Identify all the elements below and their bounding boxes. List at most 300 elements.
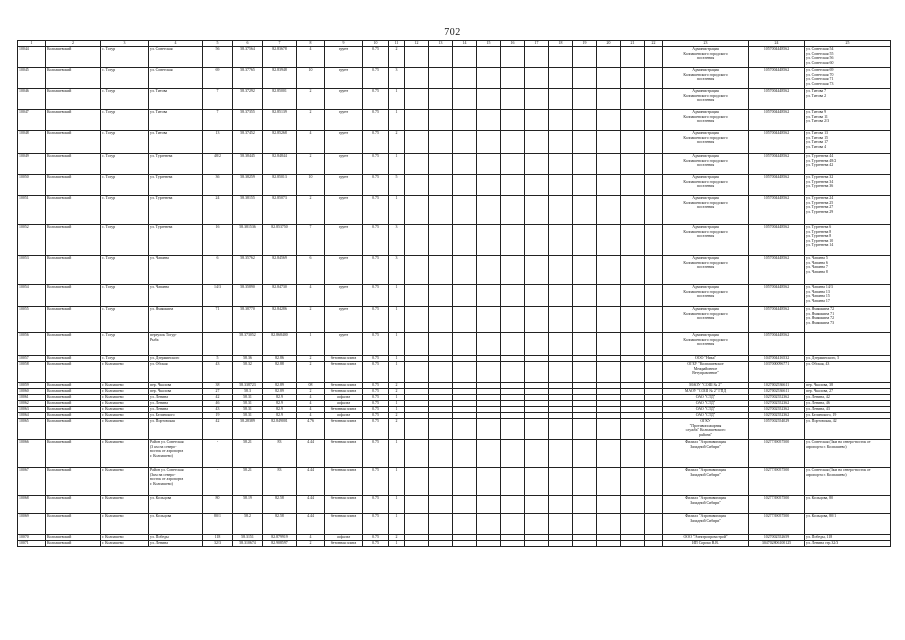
table-cell: бетонная плита <box>325 440 363 468</box>
table-cell <box>549 333 573 356</box>
table-cell: 10054 <box>18 285 46 307</box>
table-row <box>18 175 891 196</box>
table-cell <box>477 110 501 131</box>
table-cell: бетонная плита <box>325 383 363 389</box>
table-cell: ул. Титова 9 ул. Титова 11 ул. Титова 2/3 <box>805 110 891 131</box>
table-cell: Администрация Колпашевского городского поселения <box>663 285 749 307</box>
table-cell: 1027739057500 <box>749 468 805 496</box>
table-cell <box>429 68 453 89</box>
table-cell: Колпашевский <box>46 383 101 389</box>
table-cell: 32/3 <box>203 541 233 547</box>
table-cell <box>645 496 663 514</box>
table-cell: 82.85073 <box>263 196 297 225</box>
table-cell: 1 <box>389 401 405 407</box>
table-cell: Колпашевский <box>46 89 101 110</box>
table-cell: 0.75 <box>363 225 389 256</box>
table-cell: Колпашевский <box>46 131 101 154</box>
table-cell <box>429 89 453 110</box>
table-cell: 1027739057500 <box>749 514 805 535</box>
table-cell: Администрация Колпашевского городского поселения <box>663 333 749 356</box>
table-cell: 0.75 <box>363 535 389 541</box>
table-cell <box>501 110 525 131</box>
table-cell: грунт <box>325 285 363 307</box>
table-cell: 58.21 <box>233 440 263 468</box>
table-cell <box>453 307 477 333</box>
table-cell: г. Колпашево <box>101 407 149 413</box>
table-cell: 58.3 <box>233 389 263 395</box>
table-cell: ИП Сороко В.В. <box>663 541 749 547</box>
table-cell: 2 <box>389 389 405 395</box>
table-cell: 82.9 <box>263 395 297 401</box>
table-cell <box>477 496 501 514</box>
table-cell <box>405 175 429 196</box>
table-cell <box>405 333 429 356</box>
table-cell: 6 <box>203 256 233 285</box>
table-cell <box>597 110 621 131</box>
table-cell: 58.28389 <box>233 419 263 440</box>
table-cell <box>549 496 573 514</box>
table-cell: ул. Чапаева 5 ул. Чапаева 6 ул. Чапаева 7 ул. Чапаева 8 <box>805 256 891 285</box>
table-cell: Филиал "Аэронавигация Западной Сибири" <box>663 468 749 496</box>
table-cell: 10045 <box>18 68 46 89</box>
table-row <box>18 362 891 383</box>
table-cell <box>453 196 477 225</box>
table-cell <box>597 68 621 89</box>
table-cell <box>501 256 525 285</box>
table-cell: 1027002536611 <box>749 389 805 395</box>
table-cell: ул. Кольцова <box>149 496 203 514</box>
table-cell: Администрация Колпашевского городского поселения <box>663 175 749 196</box>
table-cell: 38 <box>203 383 233 389</box>
table-cell: 1047004416532 <box>749 356 805 362</box>
table-cell <box>621 419 645 440</box>
table-cell <box>501 514 525 535</box>
table-cell <box>645 468 663 496</box>
table-cell: ул. Ленина, 46 <box>805 401 891 407</box>
table-cell: ул. Советская <box>149 68 203 89</box>
table-cell <box>621 285 645 307</box>
table-cell: 56 <box>203 47 233 68</box>
table-cell <box>573 131 597 154</box>
table-cell: г. Колпашево <box>101 440 149 468</box>
table-cell <box>597 175 621 196</box>
table-cell: ул. Ленина <box>149 401 203 407</box>
table-cell <box>597 307 621 333</box>
table-cell <box>573 68 597 89</box>
table-cell <box>597 47 621 68</box>
table-cell: Администрация Колпашевского городского поселения <box>663 110 749 131</box>
table-cell: 1 <box>389 362 405 383</box>
table-cell <box>549 68 573 89</box>
table-cell: 1027739057500 <box>749 496 805 514</box>
table-cell: Колпашевский <box>46 225 101 256</box>
table-cell <box>453 110 477 131</box>
table-cell <box>525 362 549 383</box>
table-cell: 82.85268 <box>263 131 297 154</box>
table-cell: 1057004448562 <box>749 196 805 225</box>
table-cell <box>525 47 549 68</box>
table-cell <box>501 68 525 89</box>
table-cell <box>645 333 663 356</box>
table-cell: 10071 <box>18 541 46 547</box>
table-cell <box>525 175 549 196</box>
table-cell: 4 <box>297 401 325 407</box>
table-cell: ул. Тургенева <box>149 175 203 196</box>
table-cell: 43 <box>203 362 233 383</box>
table-cell: 83 <box>263 468 297 496</box>
table-cell <box>501 225 525 256</box>
table-cell: ул. Обская, 43 <box>805 362 891 383</box>
table-cell: с. Тогур <box>101 68 149 89</box>
table-cell <box>597 440 621 468</box>
table-cell: 58.21 <box>233 468 263 496</box>
table-cell: г. Колпашево <box>101 541 149 547</box>
table-cell: Администрация Колпашевского городского поселения <box>663 225 749 256</box>
table-cell: ул. Чапаева <box>149 285 203 307</box>
table-cell <box>477 285 501 307</box>
table-cell: бетонная плита <box>325 514 363 535</box>
table-cell <box>477 68 501 89</box>
table-cell <box>429 307 453 333</box>
table-cell: г. Колпашево <box>101 535 149 541</box>
table-cell <box>501 154 525 175</box>
table-cell: 82.83678 <box>263 47 297 68</box>
table-cell: 1 <box>389 333 405 356</box>
column-number: 3 <box>101 41 149 47</box>
table-cell: асфальт <box>325 395 363 401</box>
table-cell: бетонная плита <box>325 362 363 383</box>
table-cell: ул. Тургенева 44 ул. Тургенева 48/2 ул. Тургенева 42 <box>805 154 891 175</box>
table-cell <box>501 131 525 154</box>
table-cell <box>429 225 453 256</box>
table-cell: 82.89 <box>263 389 297 395</box>
column-number: 5 <box>203 41 233 47</box>
table-cell: 16 <box>203 225 233 256</box>
column-number: 14 <box>453 41 477 47</box>
table-cell: 82.83948 <box>263 68 297 89</box>
table-cell <box>405 496 429 514</box>
table-cell: ул. Обская <box>149 362 203 383</box>
table-cell: грунт <box>325 333 363 356</box>
table-cell <box>477 225 501 256</box>
table-cell <box>453 541 477 547</box>
table-cell: 58.38445 <box>233 154 263 175</box>
table-cell: 10060 <box>18 389 46 395</box>
table-cell: г. Колпашево <box>101 468 149 496</box>
table-cell: 82.9 <box>263 407 297 413</box>
table-cell: Колпашевский <box>46 401 101 407</box>
table-cell: 1 <box>389 285 405 307</box>
table-cell <box>621 307 645 333</box>
column-number: 15 <box>477 41 501 47</box>
table-cell: 2 <box>297 356 325 362</box>
table-cell <box>525 541 549 547</box>
table-cell: с. Тогур <box>101 307 149 333</box>
table-cell <box>597 468 621 496</box>
table-cell: 58.310674 <box>233 541 263 547</box>
table-cell <box>645 285 663 307</box>
table-cell <box>453 468 477 496</box>
table-cell <box>429 47 453 68</box>
table-cell <box>573 256 597 285</box>
table-cell <box>453 68 477 89</box>
table-cell: ул. Ленина <box>149 407 203 413</box>
table-cell <box>429 196 453 225</box>
table-cell: 0.75 <box>363 383 389 389</box>
table-cell: ул. Тургенева <box>149 196 203 225</box>
table-cell: МАОУ "СОШ № 2" <box>663 383 749 389</box>
table-cell: 4.44 <box>297 440 325 468</box>
table-cell <box>645 131 663 154</box>
table-cell: 10061 <box>18 395 46 401</box>
table-cell: 1 <box>389 154 405 175</box>
table-cell <box>453 89 477 110</box>
table-cell: г. Колпашево <box>101 514 149 535</box>
table-cell <box>525 68 549 89</box>
table-row <box>18 47 891 68</box>
table-cell: 1 <box>389 407 405 413</box>
table-cell: Филиал "Аэронавигация Западной Сибири" <box>663 496 749 514</box>
table-cell: 0.75 <box>363 419 389 440</box>
table-cell <box>645 307 663 333</box>
table-cell <box>453 514 477 535</box>
table-cell: 2 <box>297 541 325 547</box>
table-cell: 1 <box>389 514 405 535</box>
table-cell: Колпашевский <box>46 196 101 225</box>
table-cell: 4.44 <box>297 468 325 496</box>
table-cell: 1057002554029 <box>749 419 805 440</box>
table-cell: г. Колпашево <box>101 496 149 514</box>
table-cell: 0.75 <box>363 196 389 225</box>
table-cell: Колпашевский <box>46 333 101 356</box>
table-cell: 0.75 <box>363 47 389 68</box>
table-cell: ОАО "СТД" <box>663 401 749 407</box>
table-cell: 0.75 <box>363 496 389 514</box>
table-cell <box>405 362 429 383</box>
table-cell: 1057004448562 <box>749 110 805 131</box>
table-cell: бетонная плита <box>325 541 363 547</box>
table-cell <box>573 541 597 547</box>
table-cell: ОГКУ "Противопожарная служба" Колпашевского района" <box>663 419 749 440</box>
table-cell: 10048 <box>18 131 46 154</box>
table-cell: 08 <box>297 383 325 389</box>
table-cell <box>573 225 597 256</box>
table-cell: ул. Портовская <box>149 419 203 440</box>
table-cell: Филиал "Аэронавигация Западной Сибири" <box>663 514 749 535</box>
table-cell <box>621 514 645 535</box>
table-cell: Колпашевский <box>46 468 101 496</box>
table-cell <box>573 419 597 440</box>
table-cell: 58.32 <box>233 362 263 383</box>
table-row <box>18 131 891 154</box>
table-cell: 10044 <box>18 47 46 68</box>
table-cell: 2 <box>297 307 325 333</box>
table-cell: 1057004448562 <box>749 175 805 196</box>
table-cell: Колпашевский <box>46 154 101 175</box>
table-cell <box>573 468 597 496</box>
table-cell: 4.76 <box>297 419 325 440</box>
table-cell: - <box>203 468 233 496</box>
table-cell: 0.75 <box>363 395 389 401</box>
table-cell: Колпашевский <box>46 68 101 89</box>
table-cell: ОГБУ "Колпашевское Межрайонное Ветуправление" <box>663 362 749 383</box>
table-cell: 58.31 <box>233 407 263 413</box>
table-cell <box>453 256 477 285</box>
table-cell <box>573 440 597 468</box>
table-cell: грунт <box>325 196 363 225</box>
column-number: 23 <box>663 41 749 47</box>
table-cell: бетонная плита <box>325 356 363 362</box>
table-cell: ул. Советская 54 ул. Советская 55 ул. Советская 56 ул. Советская 60 <box>805 47 891 68</box>
table-cell <box>597 285 621 307</box>
table-cell: 0.75 <box>363 285 389 307</box>
table-cell: асфальт <box>325 413 363 419</box>
table-cell <box>621 362 645 383</box>
table-cell <box>621 256 645 285</box>
table-cell: грунт <box>325 47 363 68</box>
table-cell: 6 <box>297 256 325 285</box>
table-cell: ул. Советская 69 ул. Советская 70 ул. Советская 71 ул. Советская 73 <box>805 68 891 89</box>
table-cell: 0.75 <box>363 175 389 196</box>
table-cell <box>501 89 525 110</box>
table-cell: Район ул. Советская (3 км на северо- восток от аэропорта г. Колпашево) <box>149 440 203 468</box>
table-cell: Администрация Колпашевского городского поселения <box>663 154 749 175</box>
table-cell: Администрация Колпашевского городского поселения <box>663 196 749 225</box>
table-cell <box>621 333 645 356</box>
table-cell: ул. Чапаева <box>149 256 203 285</box>
table-cell: 1057004448562 <box>749 131 805 154</box>
table-cell <box>621 154 645 175</box>
table-cell <box>477 333 501 356</box>
table-cell: 0.75 <box>363 362 389 383</box>
table-cell: 58.31 <box>233 395 263 401</box>
table-cell <box>501 440 525 468</box>
table-cell: 1057004448562 <box>749 89 805 110</box>
table-cell: Колпашевский <box>46 389 101 395</box>
table-cell <box>597 333 621 356</box>
table-cell: Колпашевский <box>46 356 101 362</box>
table-cell: 10070 <box>18 535 46 541</box>
table-cell: 10053 <box>18 256 46 285</box>
table-cell: грунт <box>325 131 363 154</box>
table-cell <box>621 68 645 89</box>
table-cell <box>405 541 429 547</box>
column-number: 19 <box>573 41 597 47</box>
table-cell <box>405 256 429 285</box>
table-cell <box>549 362 573 383</box>
table-cell: с. Тогур <box>101 110 149 131</box>
table-cell <box>549 440 573 468</box>
table-cell: асфальт <box>325 535 363 541</box>
table-cell <box>501 175 525 196</box>
table-cell: 82.84844 <box>263 154 297 175</box>
table-cell: 4 <box>297 535 325 541</box>
table-cell <box>477 131 501 154</box>
table-cell: 43 <box>203 407 233 413</box>
table-cell: 4.44 <box>297 496 325 514</box>
table-cell: 1037000096771 <box>749 362 805 383</box>
table-cell: 1057004448562 <box>749 68 805 89</box>
table-cell: 82.9 <box>263 413 297 419</box>
table-cell: Колпашевский <box>46 285 101 307</box>
table-cell: 82.58 <box>263 496 297 514</box>
table-cell: 1 <box>389 541 405 547</box>
table-cell: ул. Победы, 118 <box>805 535 891 541</box>
table-cell: 82.9 <box>263 401 297 407</box>
table-cell: ул. Дзержинского <box>149 356 203 362</box>
table-cell: 2 <box>297 110 325 131</box>
table-cell <box>645 256 663 285</box>
table-cell <box>429 514 453 535</box>
table-cell: грунт <box>325 110 363 131</box>
table-cell: 2 <box>389 383 405 389</box>
table-cell: Колпашевский <box>46 307 101 333</box>
table-cell: с. Тогур <box>101 333 149 356</box>
table-cell <box>597 496 621 514</box>
table-cell: 58.37292 <box>233 89 263 110</box>
table-cell: ул. Титова 13 ул. Титова 15 ул. Титова 17 ул. Титова 4 <box>805 131 891 154</box>
table-cell: 10057 <box>18 356 46 362</box>
column-number: 24 <box>749 41 805 47</box>
table-cell: Колпашевский <box>46 535 101 541</box>
table-cell: 1 <box>389 307 405 333</box>
table-cell: 36 <box>203 175 233 196</box>
table-cell <box>477 440 501 468</box>
table-cell: 4 <box>297 47 325 68</box>
table-cell <box>453 285 477 307</box>
table-row <box>18 496 891 514</box>
table-cell <box>477 47 501 68</box>
table-row <box>18 468 891 496</box>
table-cell: ул. Кольцова, 80/1 <box>805 514 891 535</box>
table-cell: с. Тогур <box>101 256 149 285</box>
table-cell: 58.37765 <box>233 68 263 89</box>
table-cell <box>453 362 477 383</box>
table-cell: Район ул. Советская (3км на северо- восток от аэропорта г. Колпашево) <box>149 468 203 496</box>
table-cell: Колпашевский <box>46 440 101 468</box>
table-cell <box>645 89 663 110</box>
table-cell: 13 <box>203 131 233 154</box>
table-cell: 0.75 <box>363 413 389 419</box>
table-cell: ул. Чапаева 14/3 ул. Чапаева 13 ул. Чапаева 15 ул. Чапаева 17 <box>805 285 891 307</box>
table-cell <box>621 440 645 468</box>
table-cell: 2 <box>297 196 325 225</box>
column-number: 13 <box>429 41 453 47</box>
table-cell: с. Тогур <box>101 47 149 68</box>
table-cell: 0.75 <box>363 131 389 154</box>
table-cell: Администрация Колпашевского городского поселения <box>663 256 749 285</box>
table-cell: асфальт <box>325 401 363 407</box>
table-cell: МАОУ "СОШ № 2" ГПД <box>663 389 749 395</box>
table-cell: 14/3 <box>203 285 233 307</box>
table-cell: 4 <box>297 395 325 401</box>
table-cell: 0.75 <box>363 356 389 362</box>
table-cell: ОАО "СТД" <box>663 407 749 413</box>
table-cell <box>501 307 525 333</box>
table-cell <box>621 175 645 196</box>
column-number: 22 <box>645 41 663 47</box>
table-cell: 58.37355 <box>233 110 263 131</box>
table-cell <box>645 440 663 468</box>
table-cell: 2 <box>297 362 325 383</box>
table-cell <box>573 110 597 131</box>
table-cell: с. Тогур <box>101 356 149 362</box>
table-cell <box>597 256 621 285</box>
table-cell: ул. Тургенева 24 ул. Тургенева 25 ул. Тургенева 27 ул. Тургенева 29 <box>805 196 891 225</box>
table-cell <box>453 440 477 468</box>
table-cell: ул. Дзержинского, 5 <box>805 356 891 362</box>
table-cell: г. Колпашево <box>101 419 149 440</box>
